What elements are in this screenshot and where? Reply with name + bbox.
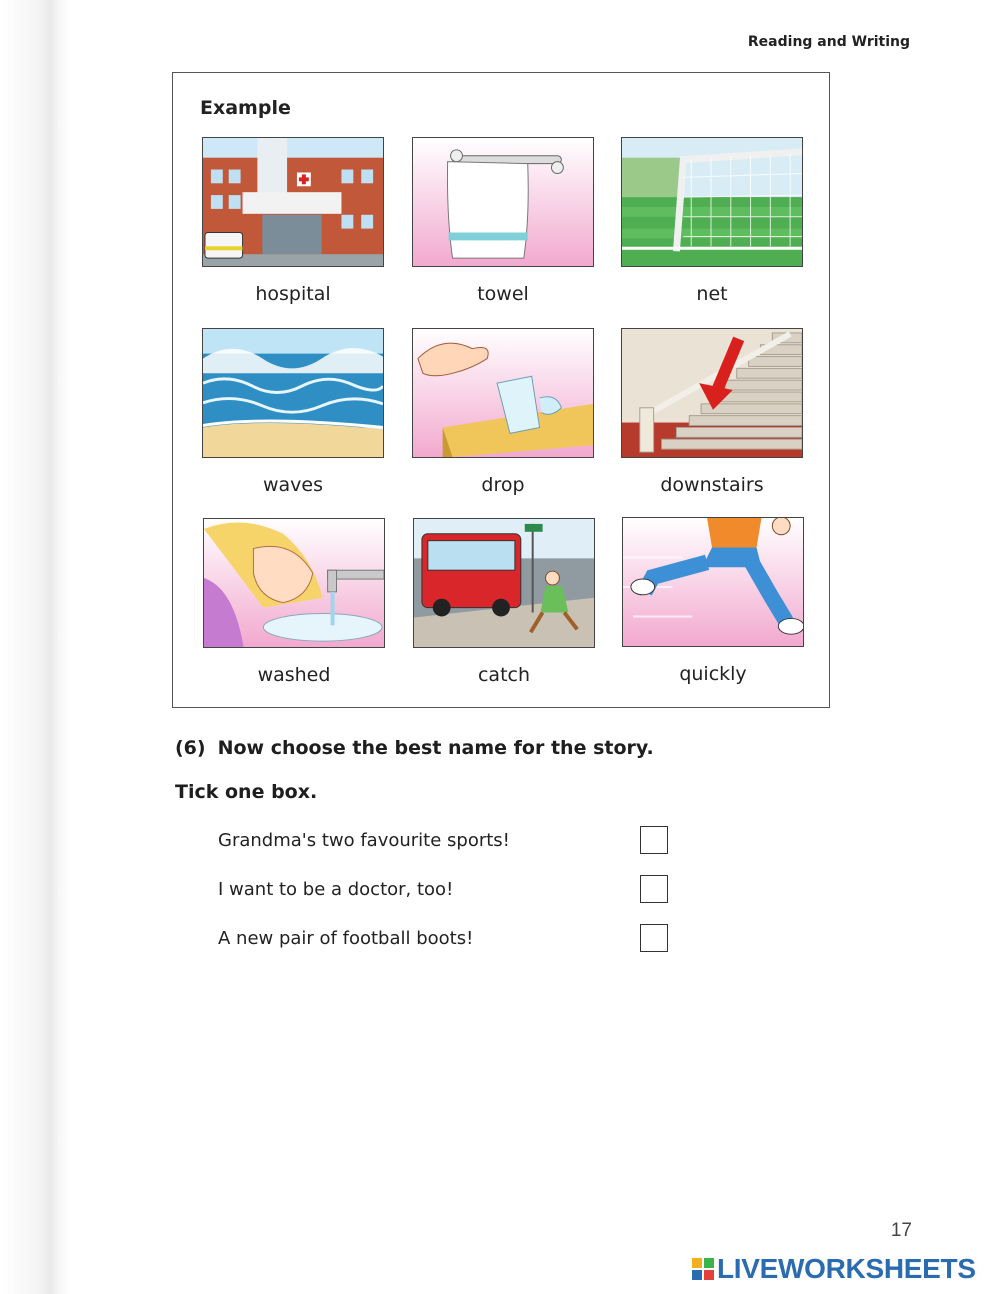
towel-picture [412,137,594,267]
vocab-word: catch [477,664,531,686]
vocab-word: waves [262,474,323,496]
option-label: I want to be a doctor, too! [218,879,454,900]
answer-option [218,875,678,907]
vocab-word: quickly [679,663,747,685]
vocab-item-downstairs [621,328,803,496]
page-binding-shadow [0,0,70,1294]
vocab-item-towel [412,137,594,305]
vocab-item-catch [413,518,595,686]
brand-grid-icon [692,1258,714,1280]
brand-logo [692,1254,976,1284]
dropping-glass-picture [412,328,594,458]
goal-net-picture [621,137,803,267]
waves-picture [202,328,384,458]
page-number: 17 [890,1220,912,1241]
instruction-text: Tick one box. [175,781,318,803]
vocab-word: hospital [255,283,331,305]
example-title: Example [200,97,291,119]
vocab-item-drop [412,328,594,496]
vocab-item-quickly [622,517,804,685]
vocab-item-hospital [202,137,384,305]
option-label: A new pair of football boots! [218,928,474,949]
vocab-item-washed [203,518,385,686]
question-number: (6) [175,737,206,759]
vocab-word: downstairs [660,474,764,496]
option-label: Grandma's two favourite sports! [218,830,510,851]
answer-option [218,826,678,858]
staircase-picture [621,328,803,458]
running-picture [622,517,804,647]
question-heading [175,737,654,759]
vocab-word: towel [477,283,529,305]
vocab-word: drop [481,474,525,496]
washing-face-picture [203,518,385,648]
answer-option [218,924,678,956]
tick-box[interactable] [640,875,668,903]
vocab-word: washed [257,664,331,686]
catching-bus-picture [413,518,595,648]
tick-box[interactable] [640,924,668,952]
question-prompt: Now choose the best name for the story. [217,737,654,759]
vocab-item-net [621,137,803,305]
brand-name: LIVEWORKSHEETS [717,1253,976,1284]
hospital-picture [202,137,384,267]
section-label: Reading and Writing [747,34,910,50]
tick-box[interactable] [640,826,668,854]
vocab-item-waves [202,328,384,496]
vocab-word: net [696,283,728,305]
